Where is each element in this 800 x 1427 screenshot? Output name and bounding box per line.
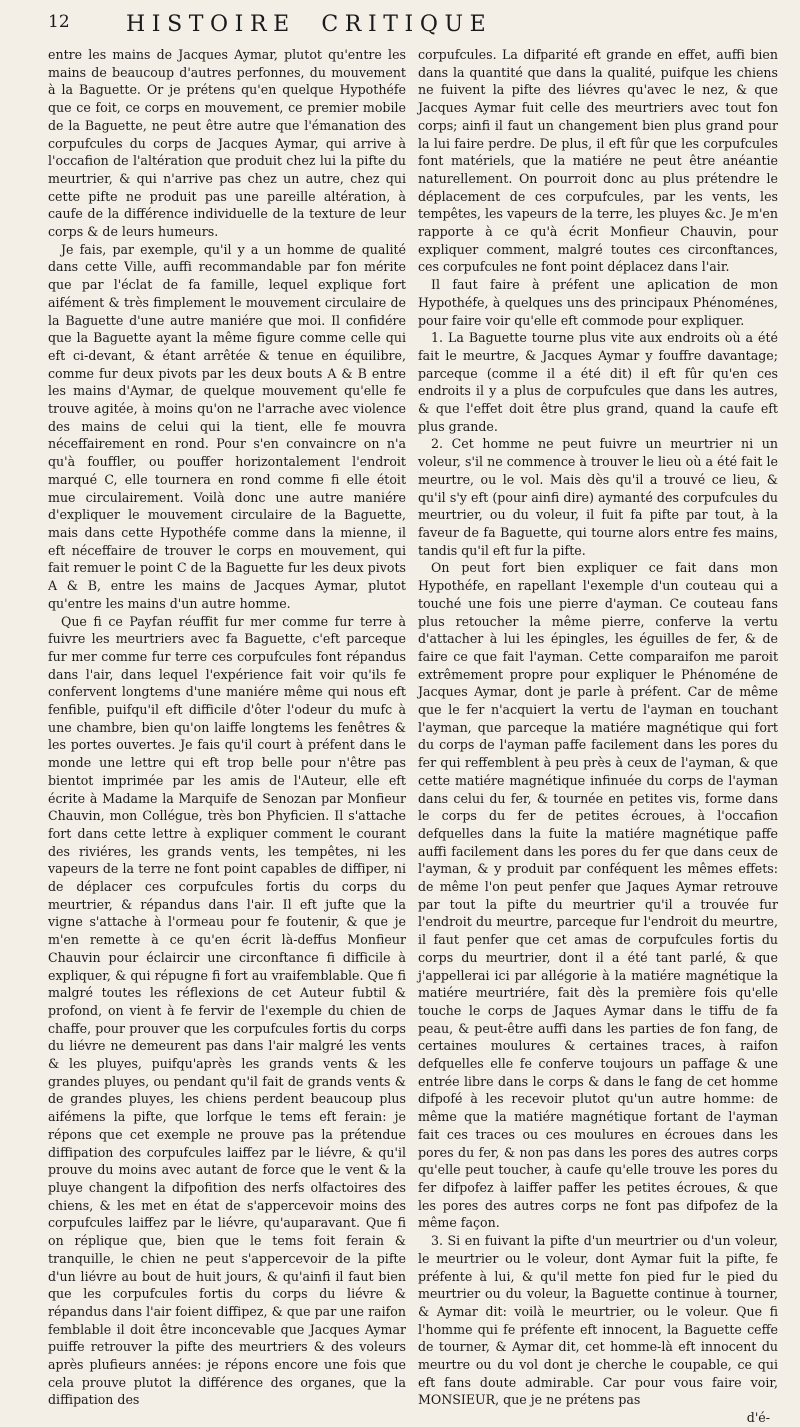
running-head xyxy=(48,12,772,38)
paragraph: corpufcules. La difparité eft grande en effet, auffi bien dans la quantité que dans la qualité, puifque les chiens ne fuivent la pifte des liévres qu'avec le nez, & que Jacques Aymar fuit celle des meurtriers avec tout fon corps; ainfi il faut un changement bien plus grand pour la lui faire perdre. De plus, il eft fûr que les corpufcules font matériels, que la matiére ne peut être anéantie naturellement. On pourroit donc au plus prétendre le déplacement de ces corpufcules, par les vents, les tempêtes, les vapeurs de la terre, les pluyes &c. Je m'en rapporte à ce qu'à écrit Monfieur Chauvin, pour expliquer comment, malgré toutes ces circonftances, ces corpufcules ne font point déplacez dans l'air. xyxy=(418,47,778,275)
paragraph: 1. La Baguette tourne plus vite aux endroits où a été fait le meurtre, & Jacques Aymar y fouffre davantage; parceque (comme il a été dit) il eft fûr qu'en ces endroits il y a plus de corpufcules que dans les autres, & que l'effet doit être plus grand, quand la caufe eft plus grande. xyxy=(418,330,778,434)
running-title: HISTOIRE CRITIQUE xyxy=(126,12,493,37)
paragraph: Que fi ce Payfan réuffit fur mer comme fur terre à fuivre les meurtriers avec fa Baguette, c'eft parceque fur mer comme fur terre ces corpufcules font répandus dans l'air, dans lequel l'expérience fait voir qu'ils fe confervent longtems d'une maniére même qui nous eft fenfible, puifqu'il eft difficile d'ôter l'odeur du mufc à une chambre, bien qu'on laiffe longtems les fenêtres & les portes ouvertes. Je fais qu'il court à préfent dans le monde une lettre qui eft trop belle pour n'être pas bientot imprimée par les amis de l'Auteur, elle eft écrite à Madame la Marquife de Senozan par Monfieur Chauvin, mon Collégue, très bon Phyficien. Il s'attache fort dans cette lettre à expliquer comment le courant des riviéres, les grands vents, les tempêtes, ni les vapeurs de la terre ne font point capables de diffiper, ni de déplacer ces corpufcules fortis du corps du meurtrier, & répandus dans l'air. Il eft jufte que la vigne s'attache à l'ormeau pour fe foutenir, & que je m'en remette à ce qu'en écrit là-deffus Monfieur Chauvin pour éclaircir une circonftance fi difficile à expliquer, & qui répugne fi fort au vraifemblable. Que fi malgré toutes les réflexions de cet Auteur fubtil & profond, on vient à fe fervir de l'exemple du chien de chaffe, pour prouver que les corpufcules fortis du corps du liévre ne demeurent pas dans l'air malgré les vents & les pluyes, puifqu'après les grands vents & les grandes pluyes, ou pendant qu'il fait de grands vents & de grandes pluyes, les chiens perdent beaucoup plus aifémens la pifte, que lorfque le tems eft ferain: je répons que cet exemple ne prouve pas la prétendue diffipation des corpufcules laiffez par le liévre, & qu'il prouve du moins avec autant de force que le vent & la pluye changent la difpofition des nerfs olfactoires des chiens, & les met en état de s'appercevoir moins des corpufcules laiffez par le liévre, qu'auparavant. Que fi on réplique que, bien que le tems foit ferain & tranquille, le chien ne peut s'appercevoir de la pifte d'un liévre au bout de huit jours, & qu'ainfi il faut bien que les corpufcules fortis du corps du liévre & répandus dans l'air foient diffipez, & que par une raifon femblable il doit être inconcevable que Jacques Aymar puiffe retrouver la pifte des meurtriers & des voleurs après plufieurs années: je répons encore une fois que cela prouve plutot la différence des organes, que la diffipation des xyxy=(48,613,406,1408)
paragraph: Je fais, par exemple, qu'il y a un homme de qualité dans cette Ville, auffi recommandable par fon mérite que par l'éclat de fa famille, lequel explique fort aifément & très fimplement le mouvement circulaire de la Baguette d'une autre maniére que moi. Il confidére que la Baguette ayant la même figure comme celle qui eft ci-devant, & étant arrêtée & tenue en équilibre, comme fur deux pivots par les deux bouts A & B entre les mains d'Aymar, de quelque mouvement qu'elle fe trouve agitée, à moins qu'on ne l'arrache avec violence des mains de celui qui la tient, elle fe mouvra néceffairement en rond. Pour s'en convaincre on n'a qu'à fouffler, ou pouffer horizontalement l'endroit marqué C, elle tournera en rond comme fi elle étoit mue circulairement. Voilà donc une autre maniére d'expliquer le mouvement circulaire de la Baguette, mais dans cette Hypothéfe comme dans la mienne, il eft néceffaire de trouver le corps en mouvement, qui fait remuer le point C de la Baguette fur les deux pivots A & B, entre les mains de Jacques Aymar, plutot qu'entre les mains d'un autre homme. xyxy=(48,241,406,611)
paragraph: entre les mains de Jacques Aymar, plutot qu'entre les mains de beaucoup d'autres perfonnes, du mouvement à la Baguette. Or je prétens qu'en quelque Hypothéfe que ce foit, ce corps en mouvement, ce premier mobile de la Baguette, ne peut être autre que l'émanation des corpufcules du corps de Jacques Aymar, qui arrive à l'occafion de l'altération que produit chez lui la pifte du meurtrier, & qui n'arrive pas chez un autre, chez qui cette pifte ne produit pas une pareille altération, à caufe de la différence individuelle de la texture de leur corps & de leurs humeurs. xyxy=(48,47,406,240)
page-number: 12 xyxy=(48,12,70,32)
catchword: d'é- xyxy=(746,1410,770,1426)
left-column xyxy=(48,46,406,1408)
paragraph: Il faut faire à préfent une aplication de mon Hypothéfe, à quelques uns des principaux Phénoménes, pour faire voir qu'elle eft commode pour expliquer. xyxy=(418,277,778,328)
paragraph: 2. Cet homme ne peut fuivre un meurtrier ni un voleur, s'il ne commence à trouver le lieu où a été fait le meurtre, ou le vol. Mais dès qu'il a trouvé ce lieu, & qu'il s'y eft (pour ainfi dire) aymanté des corpufcules du meurtrier, ou du voleur, il fuit fa pifte par tout, à la faveur de fa Baguette, qui tourne alors entre fes mains, tandis qu'il eft fur la pifte. xyxy=(418,436,778,558)
right-column xyxy=(418,46,778,1426)
paragraph: 3. Si en fuivant la pifte d'un meurtrier ou d'un voleur, le meurtrier ou le voleur, dont Aymar fuit la pifte, fe préfente à lui, & qu'il mette fon pied fur le pied du meurtrier ou du voleur, la Baguette continue à tourner, & Aymar dit: voilà le meurtrier, ou le voleur. Que fi l'homme qui fe préfente eft innocent, la Baguette ceffe de tourner, & Aymar dit, cet homme-là eft innocent du meurtre ou du vol dont je cherche le coupable, ce qui eft fans doute admirable. Car pour vous faire voir, MONSIEUR, que je ne prétens pas xyxy=(418,1233,778,1408)
paragraph: On peut fort bien expliquer ce fait dans mon Hypothéfe, en rapellant l'exemple d'un couteau qui a touché une fois une pierre d'ayman. Ce couteau fans plus retoucher la même pierre, conferve la vertu d'attacher à lui les épingles, les éguilles de fer, & de faire ce que fait l'ayman. Cette comparaifon me paroit extrêmement propre pour expliquer le Phénoméne de Jacques Aymar, dont je parle à préfent. Car de même que le fer n'acquiert la vertu de l'ayman en touchant l'ayman, que parceque la matiére magnétique qui fort du corps de l'ayman paffe facilement dans les pores du fer qui reffemblent à peu près à ceux de l'ayman, & que cette matiére magnétique infinuée du corps de l'ayman dans celui du fer, & tournée en petites vis, forme dans le corps du fer de petites écroues, à l'occafion defquelles dans la fuite la matiére magnétique paffe auffi facilement dans les pores du fer que dans ceux de l'ayman, & y produit par conféquent les mêmes effets: de même l'on peut penfer que Jaques Aymar retrouve par tout la pifte du meurtrier qu'il a trouvée fur l'endroit du meurtre, parceque fur l'endroit du meurtre, il faut penfer que cet amas de corpufcules fortis du corps du meurtrier, dont il a été tant parlé, & que j'appellerai ici par allégorie à la matiére magnétique la matiére meurtriére, fait dès la première fois qu'elle touche le corps de Jaques Aymar dans le tiffu de fa peau, & peut-être auffi dans les parties de fon fang, de certaines moulures & certaines traces, à raifon defquelles elle fe conferve toujours un paffage & une entrée libre dans le corps & dans le fang de cet homme difpofé à les recevoir plutot qu'un autre homme: de même que la matiére magnétique fortant de l'ayman fait ces traces ou ces moulures en écroues dans les pores du fer, & non pas dans les pores des autres corps qu'elle peut toucher, à caufe qu'elle trouve les pores du fer difpofez à laiffer paffer les petites écroues, & que les pores des autres corps ne font pas difpofez de la même façon. xyxy=(418,560,778,1231)
text-columns xyxy=(48,46,778,1426)
